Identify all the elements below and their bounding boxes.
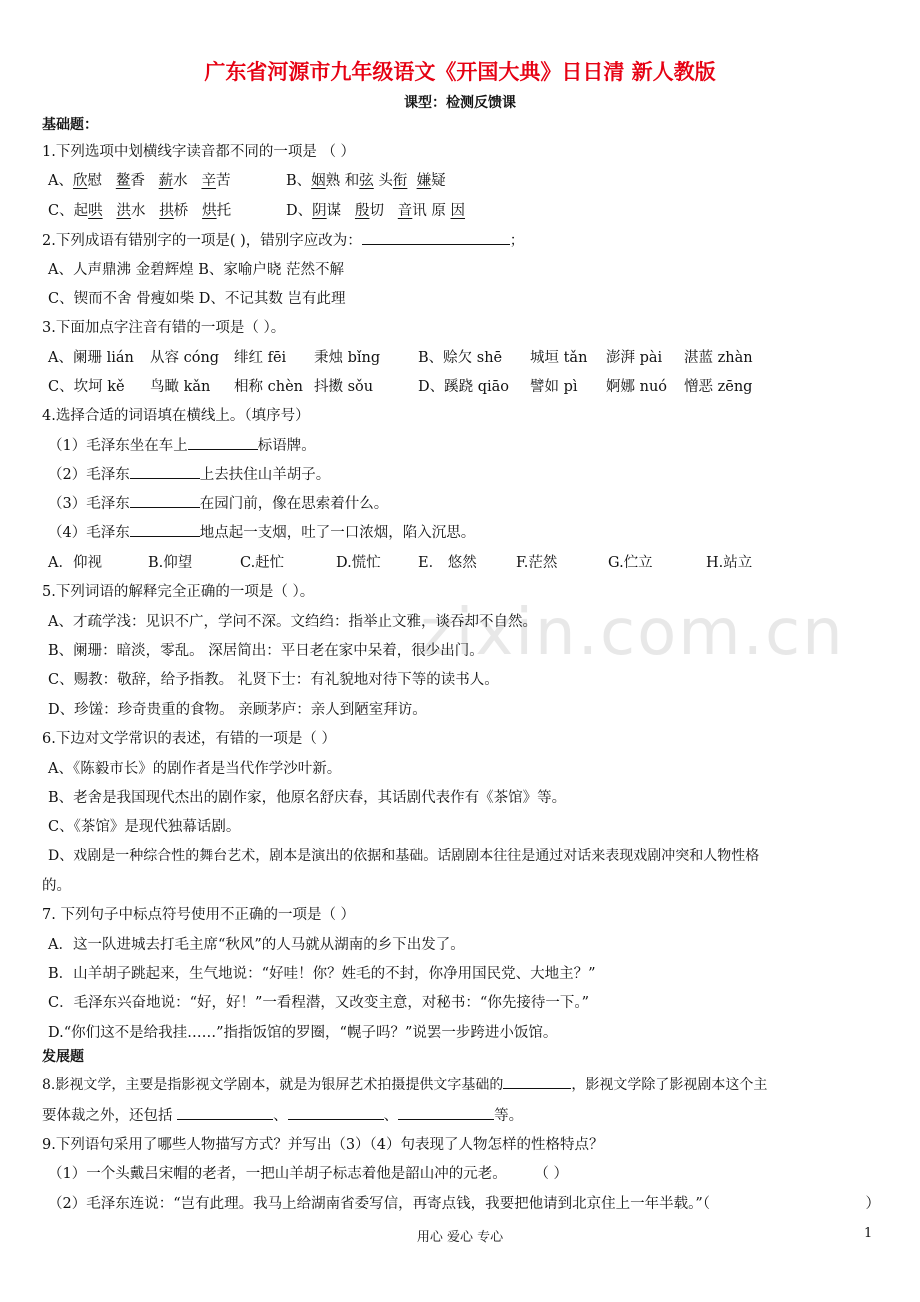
q8-blank-3[interactable] [288,1105,384,1120]
q2-answer-blank[interactable] [362,230,510,245]
q5-stem: 5.下列词语的解释完全正确的一项是（ ）。 [42,584,315,600]
q4-blank-4[interactable] [130,522,200,537]
q2-stem: 2.下列成语有错别字的一项是( )，错别字应改为： ； [42,229,524,250]
q4-item-2: （2）毛泽东 上去扶住山羊胡子。 [48,463,330,484]
q6-stem: 6.下边对文学常识的表述，有错的一项是（ ） [42,731,336,747]
q3-row-ab: A、阑珊 lián 从容 cóng 绯红 fēi 秉烛 bǐng B、赊欠 shē 城垣 tǎn 澎湃 pài 湛蓝 zhàn [48,350,753,366]
q6-option-d: D、戏剧是一种综合性的舞台艺术，剧本是演出的依据和基础。话剧剧本往往是通过对话来表现戏剧冲突和人物性格 [48,848,760,864]
section-basic: 基础题： [42,117,98,133]
q3-stem: 3.下面加点字注音有错的一项是（ ）。 [42,320,286,336]
q4-item-3: （3）毛泽东 在园门前，像在思索着什么。 [48,492,388,513]
q8-blank-1[interactable] [503,1074,571,1089]
page-title: 广东省河源市九年级语文《开国大典》日日清 新人教版 [204,60,716,84]
q7-option-d: D.“你们这不是给我挂……”指指饭馆的罗圈，“幌子吗？”说罢一步跨进小饭馆。 [48,1025,558,1041]
q8-line-1: 8.影视文学，主要是指影视文学剧本，就是为银屏艺术拍摄提供文字基础的 ，影视文学除了影视剧本这个主 [42,1074,767,1094]
q8-blank-2[interactable] [177,1105,273,1120]
q6-option-d-cont: 的。 [42,878,71,894]
q3-row-cd: C、坎坷 kě 鸟瞰 kǎn 相称 chèn 抖擞 sǒu D、蹊跷 qiāo 譬如 pì 婀娜 nuó 憎恶 zēng [48,379,753,395]
q8-line-2: 要体裁之外，还包括 、 、 等。 [42,1104,523,1125]
q4-item-1: （1）毛泽东坐在车上 标语牌。 [48,434,316,455]
q1-option-d: D、阴谋 殷切 音讯 原 因 [286,203,466,219]
q9-item-1: （1）一个头戴吕宋帽的老者，一把山羊胡子标志着他是韶山冲的元老。 （ ） [48,1166,568,1182]
q4-blank-3[interactable] [130,493,200,508]
q7-stem: 7. 下列句子中标点符号使用不正确的一项是（ ） [42,907,356,923]
q7-option-c: C．毛泽东兴奋地说：“好，好！”一看程潜，又改变主意，对秘书：“你先接待一下。” [48,995,589,1011]
q2-options-ab: A、人声鼎沸 金碧辉煌 B、家喻户晓 茫然不解 [48,262,344,278]
q5-option-c: C、赐教：敬辞，给予指教。 礼贤下士：有礼貌地对待下等的读书人。 [48,672,499,688]
q1-option-a: A、欣慰 鳌香 薪水 辛苦 [48,173,231,189]
q2-options-cd: C、锲而不舍 骨瘦如柴 D、不记其数 岂有此理 [48,291,346,307]
q4-stem: 4.选择合适的词语填在横线上。（填序号） [42,408,310,424]
q5-option-d: D、珍馐：珍奇贵重的食物。 亲顾茅庐：亲人到陋室拜访。 [48,702,427,718]
q5-option-a: A、才疏学浅：见识不广，学问不深。文绉绉：指举止文雅，谈吞却不自然。 [48,614,537,630]
q6-option-a: A、《陈毅市长》的剧作者是当代作学沙叶新。 [48,761,342,777]
q9-answer-2-close[interactable]: ） [865,1196,880,1212]
watermark: zixin.com.cn [420,596,845,670]
q6-option-b: B、老舍是我国现代杰出的剧作家，他原名舒庆春，其话剧代表作有《茶馆》等。 [48,790,567,806]
q4-item-4: （4）毛泽东 地点起一支烟，吐了一口浓烟，陷入沉思。 [48,521,475,542]
q6-option-c: C、《茶馆》是现代独幕话剧。 [48,819,241,835]
q9-stem: 9.下列语句采用了哪些人物描写方式？并写出（3）（4）句表现了人物怎样的性格特点？ [42,1137,604,1153]
q7-option-a: A．这一队进城去打毛主席“秋风”的人马就从湖南的乡下出发了。 [48,937,465,953]
q5-option-b: B、阑珊：暗淡，零乱。 深居简出：平日老在家中呆着，很少出门。 [48,643,484,659]
q8-blank-4[interactable] [398,1105,494,1120]
q4-blank-1[interactable] [188,435,258,450]
q1-option-c: C、起哄 洪水 拱桥 烘托 [48,203,232,219]
q1-option-b: B、姻熟 和弦 头衔 嫌疑 [286,173,446,189]
page-number: 1 [864,1226,873,1241]
q7-option-b: B．山羊胡子跳起来，生气地说：“好哇！你？姓毛的不封，你净用国民党、大地主？” [48,966,596,982]
q9-answer-1[interactable]: （ ） [534,1166,568,1182]
q4-blank-2[interactable] [130,464,200,479]
q1-stem: 1.下列选项中划横线字读音都不同的一项是 （ ） [42,144,356,160]
page-subtitle: 课型：检测反馈课 [404,95,516,111]
page-footer: 用心 爱心 专心 [416,1230,504,1245]
q4-options: A．仰视 B.仰望 C.赶忙 D.慌忙 E． 悠然 F.茫然 G.伫立 H.站立 [48,555,753,571]
q9-item-2: （2）毛泽东连说：“岂有此理。我马上给湖南省委写信，再寄点钱，我要把他请到北京住上一年半载。”（ ） [48,1192,880,1213]
section-develop: 发展题 [42,1049,84,1065]
